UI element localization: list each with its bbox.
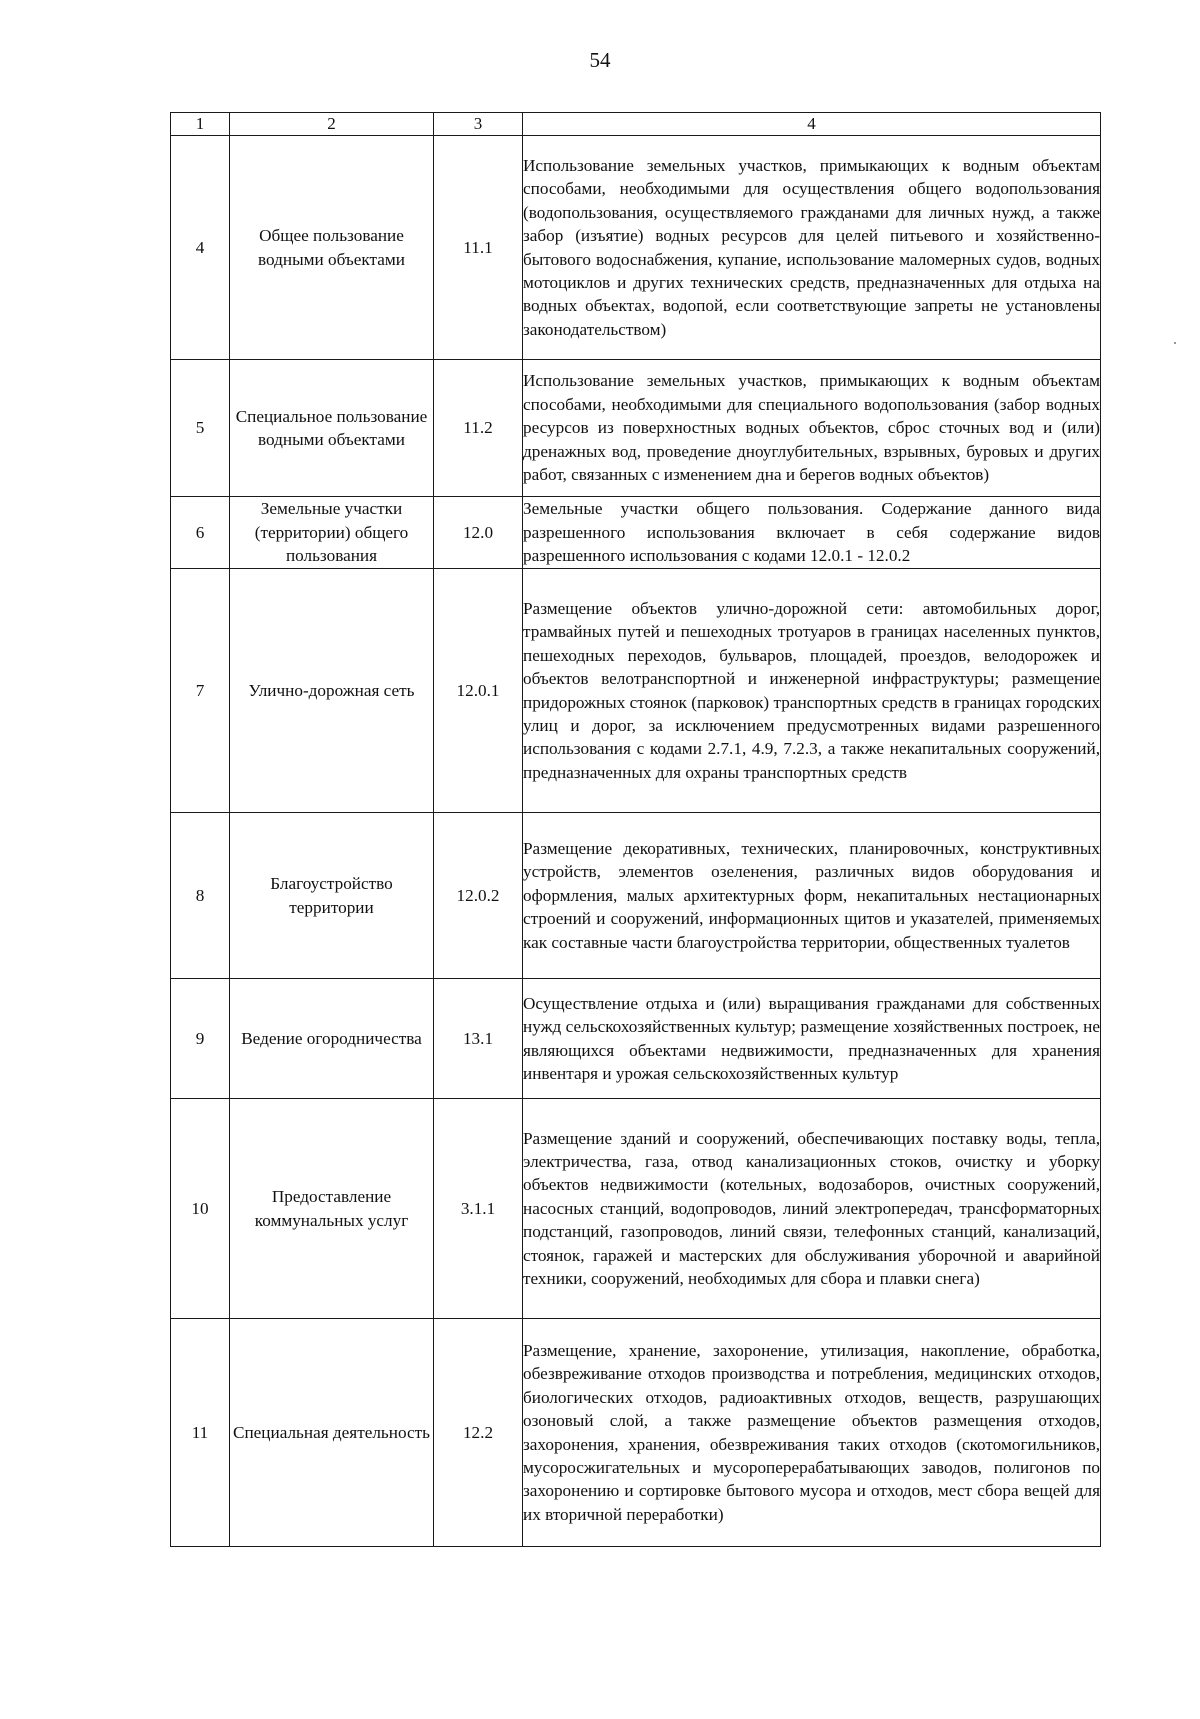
use-description: Использование земельных участков, примыкающих к водным объектам способами, необходимыми для специального водопользования (забор водных ресурсов из поверхностных водных объектов, сброс сточных вод и (или) дренажных вод, проведение дноуглубительных, взрывных, буровых и других работ, связанных с изменением дна и берегов водных объектов) [523, 360, 1101, 497]
page-number: 54 [589, 48, 611, 72]
header-col-3: 3 [434, 113, 523, 136]
use-code: 12.0 [434, 497, 523, 569]
use-description: Размещение декоративных, технических, планировочных, конструктивных устройств, элементов озеленения, различных видов оборудования и оформления, малых архитектурных форм, некапитальных нестационарных строений и сооружений, информационных щитов и указателей, применяемых как составные части благоустройства территории, общественных туалетов [523, 813, 1101, 979]
use-code: 11.1 [434, 136, 523, 360]
table-row [171, 979, 1101, 1099]
table-row [171, 497, 1101, 569]
table-row [171, 360, 1101, 497]
row-number: 4 [171, 136, 230, 360]
use-code: 12.2 [434, 1319, 523, 1547]
use-code: 12.0.2 [434, 813, 523, 979]
header-col-1: 1 [171, 113, 230, 136]
use-code: 13.1 [434, 979, 523, 1099]
header-col-2: 2 [230, 113, 434, 136]
use-code: 11.2 [434, 360, 523, 497]
table-row [171, 1319, 1101, 1547]
use-name: Общее пользование водными объектами [230, 136, 434, 360]
use-description: Земельные участки общего пользования. Содержание данного вида разрешенного использования включает в себя содержание видов разрешенного использования с кодами 12.0.1 - 12.0.2 [523, 497, 1101, 569]
table-header-row [171, 113, 1101, 136]
use-description: Осуществление отдыха и (или) выращивания гражданами для собственных нужд сельскохозяйственных культур; размещение хозяйственных построек, не являющихся объектами недвижимости, предназначенных для хранения инвентаря и урожая сельскохозяйственных культур [523, 979, 1101, 1099]
use-description: Размещение, хранение, захоронение, утилизация, накопление, обработка, обезвреживание отходов производства и потребления, медицинских отходов, биологических отходов, радиоактивных отходов, веществ, разрушающих озоновый слой, а также размещение объектов размещения отходов, захоронения, хранения, обезвреживания таких отходов (скотомогильников, мусоросжигательных и мусороперерабатывающих заводов, полигонов по захоронению и сортировке бытового мусора и отходов, мест сбора вещей для их вторичной переработки) [523, 1319, 1101, 1547]
table-row [171, 813, 1101, 979]
stray-mark [1174, 342, 1176, 344]
use-name: Улично-дорожная сеть [230, 569, 434, 813]
row-number: 7 [171, 569, 230, 813]
land-use-table [170, 112, 1101, 1547]
row-number: 11 [171, 1319, 230, 1547]
row-number: 10 [171, 1099, 230, 1319]
use-code: 12.0.1 [434, 569, 523, 813]
use-description: Размещение объектов улично-дорожной сети: автомобильных дорог, трамвайных путей и пешеходных тротуаров в границах населенных пунктов, пешеходных переходов, бульваров, площадей, проездов, велодорожек и объектов велотранспортной и инженерной инфраструктуры; размещение придорожных стоянок (парковок) транспортных средств в границах городских улиц и дорог, за исключением предусмотренных видами разрешенного использования с кодами 2.7.1, 4.9, 7.2.3, а также некапитальных сооружений, предназначенных для охраны транспортных средств [523, 569, 1101, 813]
use-name: Специальная деятельность [230, 1319, 434, 1547]
row-number: 8 [171, 813, 230, 979]
use-description: Использование земельных участков, примыкающих к водным объектам способами, необходимыми для осуществления общего водопользования (водопользования, осуществляемого гражданами для личных нужд, а также забор (изъятие) водных ресурсов для целей питьевого и хозяйственно-бытового водоснабжения, купание, использование маломерных судов, водных мотоциклов и других технических средств, предназначенных для отдыха на водных объектах, водопой, если соответствующие запреты не установлены законодательством) [523, 136, 1101, 360]
use-name: Ведение огородничества [230, 979, 434, 1099]
use-code: 3.1.1 [434, 1099, 523, 1319]
use-name: Земельные участки (территории) общего пользования [230, 497, 434, 569]
table-row [171, 136, 1101, 360]
row-number: 5 [171, 360, 230, 497]
use-name: Специальное пользование водными объектами [230, 360, 434, 497]
use-name: Благоустройство территории [230, 813, 434, 979]
row-number: 9 [171, 979, 230, 1099]
use-name: Предоставление коммунальных услуг [230, 1099, 434, 1319]
table-row [171, 1099, 1101, 1319]
table-row [171, 569, 1101, 813]
header-col-4: 4 [523, 113, 1101, 136]
use-description: Размещение зданий и сооружений, обеспечивающих поставку воды, тепла, электричества, газа, отвод канализационных стоков, очистку и уборку объектов недвижимости (котельных, водозаборов, очистных сооружений, насосных станций, водопроводов, линий электропередач, трансформаторных подстанций, газопроводов, линий связи, телефонных станций, канализаций, стоянок, гаражей и мастерских для обслуживания уборочной и аварийной техники, сооружений, необходимых для сбора и плавки снега) [523, 1099, 1101, 1319]
row-number: 6 [171, 497, 230, 569]
